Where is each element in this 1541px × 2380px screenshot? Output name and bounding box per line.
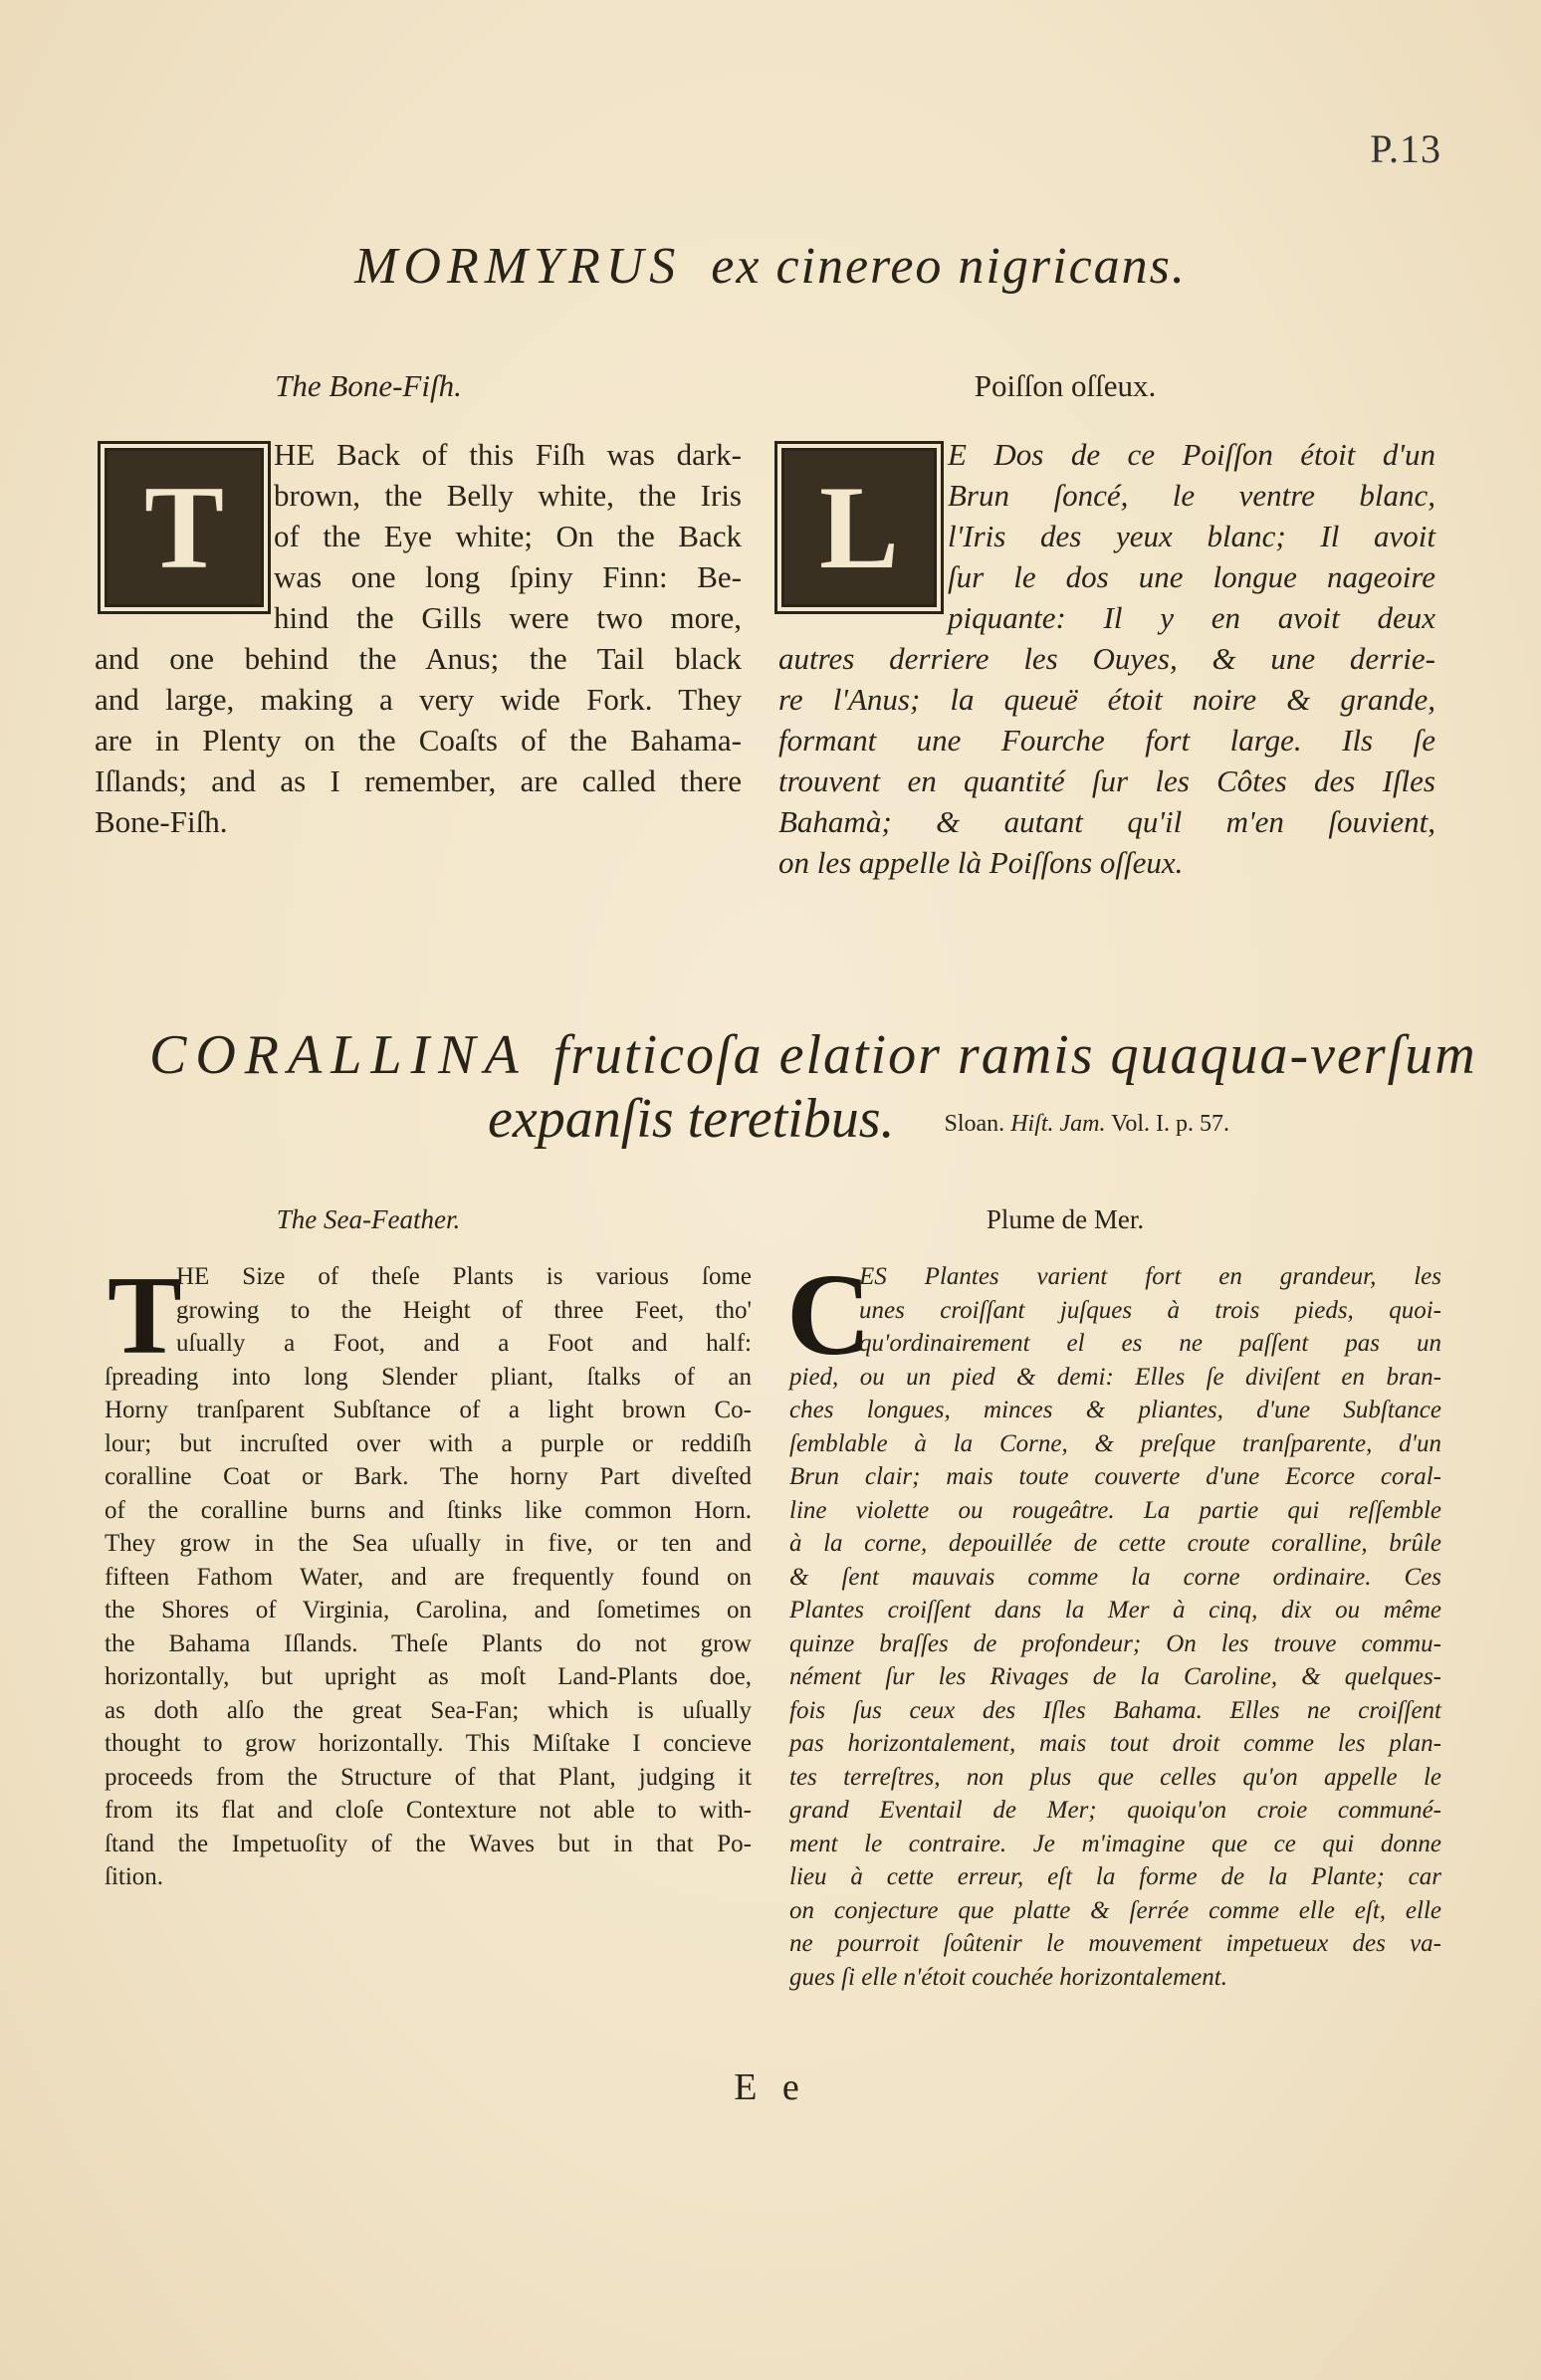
text-line: of the coralline burns and ſtinks like common Horn. — [105, 1496, 752, 1524]
text-line: unes croiſſant juſques à trois pieds, quoi- — [859, 1296, 1441, 1324]
section2-french-subtitle: Plume de Mer. — [986, 1204, 1145, 1234]
section1-english-text — [95, 434, 742, 842]
section1-title — [0, 237, 1541, 296]
section2-title-line2-text: expanſis teretibus. — [488, 1088, 895, 1150]
text-line: They grow in the Sea uſually in five, or ten and — [105, 1530, 752, 1557]
text-line: trouvent en quantité ſur les Côtes des Iſles — [778, 763, 1435, 798]
dropcap-letter: T — [143, 461, 225, 593]
section2-french-text — [789, 1260, 1441, 1994]
section2-english-subtitle: The Sea-Feather. — [276, 1204, 461, 1234]
section2-title-line2 — [488, 1087, 1229, 1151]
text-line: & ſent mauvais comme la corne ordinaire. Ces — [789, 1563, 1441, 1591]
text-line: from its flat and cloſe Contexture not able to with- — [105, 1797, 752, 1824]
text-line: Bone-Fiſh. — [95, 804, 228, 839]
text-line: ment le contraire. Je m'imagine que ce qui donne — [789, 1830, 1441, 1857]
ref-location: Vol. I. p. 57. — [1111, 1111, 1229, 1137]
dropcap-c-plain: C — [786, 1249, 872, 1380]
text-line: fois ſus ceux des Iſles Bahama. Elles ne croiſſent — [789, 1696, 1441, 1724]
text-line: coralline Coat or Bark. The horny Part diveſted — [105, 1463, 752, 1490]
text-line: qu'ordinairement el es ne paſſent pas un — [859, 1330, 1441, 1357]
section1-french-subtitle: Poiſſon oſſeux. — [974, 368, 1157, 403]
text-line: nément ſur les Rivages de la Caroline, & quelques- — [789, 1663, 1441, 1690]
text-line: Iſlands; and as I remember, are called there — [95, 763, 742, 798]
text-line: thought to grow horizontally. This Miſtake I concieve — [105, 1730, 752, 1757]
dropcap-letter: L — [818, 461, 900, 593]
section2-genus: CORALLINA — [149, 1024, 528, 1086]
text-line: as doth alſo the great Sea-Fan; which is uſually — [105, 1696, 752, 1724]
text-line: piquante: Il y en avoit deux — [948, 600, 1435, 635]
text-line: pas horizontalement, mais tout droit comme les plan- — [789, 1730, 1441, 1757]
text-line: Brun clair; mais toute couverte d'une Ecorce coral- — [789, 1463, 1441, 1490]
text-line: are in Plenty on the Coaſts of the Bahama- — [95, 723, 742, 757]
text-line: and large, making a very wide Fork. They — [95, 682, 742, 717]
text-line: E Dos de ce Poiſſon étoit d'un — [948, 437, 1435, 472]
text-line: ſition. — [105, 1863, 164, 1890]
text-line: ſpreading into long Slender pliant, ſtalks of an — [105, 1363, 752, 1391]
text-line: line violette ou rougeâtre. La partie qui reſſemble — [789, 1496, 1441, 1524]
text-line: growing to the Height of three Feet, tho' — [176, 1296, 752, 1324]
text-line: re l'Anus; la queuë étoit noire & grande, — [778, 682, 1435, 717]
text-line: ſtand the Impetuoſity of the Waves but in that Po- — [105, 1830, 752, 1857]
text-line: the Bahama Iſlands. Theſe Plants do not grow — [105, 1629, 752, 1657]
text-line: on conjecture que platte & ſerrée comme elle eſt, elle — [789, 1896, 1441, 1924]
text-line: proceeds from the Structure of that Plant, judging it — [105, 1763, 752, 1791]
text-line: Bahamà; & autant qu'il m'en ſouvient, — [778, 804, 1435, 839]
text-line: à la corne, depouillée de cette croute coralline, brûle — [789, 1530, 1441, 1557]
text-line: fifteen Fathom Water, and are frequently found on — [105, 1563, 752, 1591]
text-line: lieu à cette erreur, eſt la forme de la Plante; car — [789, 1863, 1441, 1890]
text-line: ſemblable à la Corne, & preſque tranſparente, d'un — [789, 1429, 1441, 1457]
ref-work: Hiſt. Jam. — [1010, 1111, 1106, 1137]
text-line: ES Plantes varient fort en grandeur, les — [859, 1263, 1441, 1290]
text-line: the Shores of Virginia, Carolina, and ſometimes on — [105, 1597, 752, 1623]
section1-french-text — [778, 434, 1435, 883]
text-line: l'Iris des yeux blanc; Il avoit — [948, 519, 1435, 553]
text-line: HE Size of theſe Plants is various ſome — [176, 1263, 752, 1290]
dropcap-t-plain: T — [108, 1254, 182, 1378]
text-line: Horny tranſparent Subſtance of a light brown Co- — [105, 1397, 752, 1423]
text-line: formant une Fourche fort large. Ils ſe — [778, 723, 1435, 757]
text-line: was one long ſpiny Finn: Be- — [274, 559, 742, 594]
text-line: Plantes croiſſent dans la Mer à cinq, dix ou même — [789, 1597, 1441, 1623]
text-line: and one behind the Anus; the Tail black — [95, 641, 742, 676]
section1-english-subtitle: The Bone-Fiſh. — [275, 368, 462, 403]
page-number-annotation: P.13 — [1370, 126, 1441, 171]
text-line: HE Back of this Fiſh was dark- — [274, 437, 742, 472]
text-line: gues ſi elle n'étoit couchée horizontalement. — [789, 1963, 1227, 1991]
section2-title-line1-rest: fruticoſa elatior ramis quaqua-verſum — [552, 1024, 1477, 1086]
text-line: quinze braſſes de profondeur; On les trouve commu- — [789, 1629, 1441, 1657]
section2-english-text — [105, 1254, 752, 1894]
text-line: horizontally, but upright as moſt Land-Plants doe, — [105, 1663, 752, 1690]
text-line: of the Eye white; On the Back — [274, 519, 742, 553]
text-line: tes terreſtres, non plus que celles qu'on appelle le — [789, 1763, 1441, 1791]
text-line: hind the Gills were two more, — [274, 600, 742, 635]
section1-genus: MORMYRUS — [354, 238, 682, 295]
section2-title-line1 — [149, 1023, 1477, 1087]
text-line: Brun ſoncé, le ventre blanc, — [948, 478, 1435, 513]
text-line: ches longues, minces & pliantes, d'une Subſtance — [789, 1397, 1441, 1423]
text-line: grand Eventail de Mer; quoiqu'on croie communé- — [789, 1797, 1441, 1824]
text-line: uſually a Foot, and a Foot and half: — [176, 1330, 752, 1357]
signature-mark: E e — [734, 2066, 807, 2108]
text-line: on les appelle là Poiſſons oſſeux. — [778, 845, 1184, 880]
text-line: ne pourroit ſoûtenir le mouvement impetueux des va- — [789, 1930, 1441, 1957]
sloane-reference — [945, 1111, 1229, 1137]
text-line: lour; but incruſted over with a purple or reddiſh — [105, 1429, 752, 1457]
text-line: ſur le dos une longue nageoire — [948, 559, 1435, 594]
section1-title-rest: ex cinereo nigricans. — [711, 238, 1187, 295]
text-line: autres derriere les Ouyes, & une derrie- — [778, 641, 1435, 676]
text-line: pied, ou un pied & demi: Elles ſe diviſent en bran- — [789, 1363, 1441, 1391]
text-line: brown, the Belly white, the Iris — [274, 478, 742, 513]
ref-author: Sloan. — [944, 1111, 1005, 1137]
